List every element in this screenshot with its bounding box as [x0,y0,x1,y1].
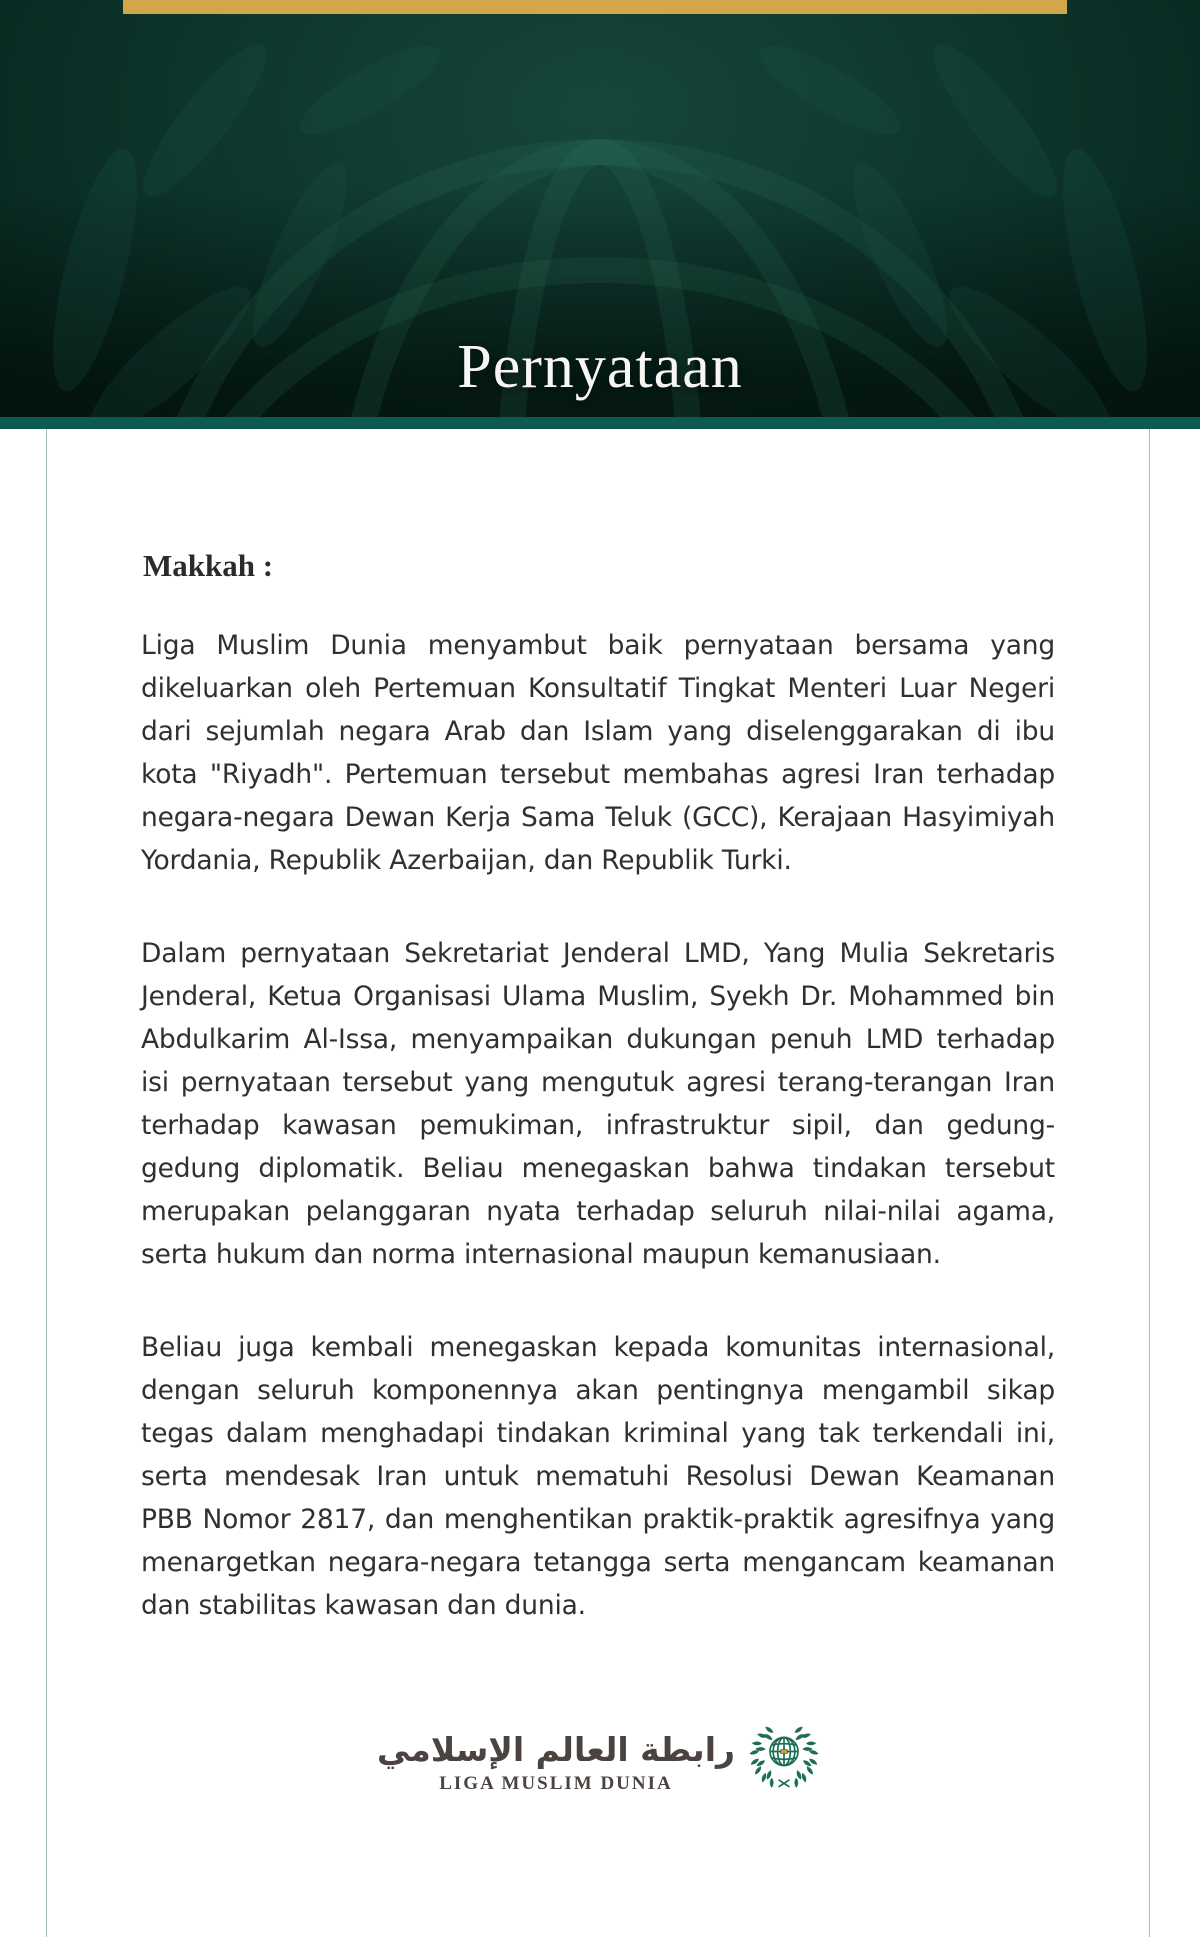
footer-logo [141,1722,1055,1802]
gold-accent-bar [123,0,1067,14]
statement-card [46,429,1150,1937]
wreath-globe-emblem-icon [749,1722,819,1802]
org-name-label: LIGA MUSLIM DUNIA [439,1773,673,1795]
page-title: Pernyataan [457,332,743,401]
teal-divider-band [0,417,1200,429]
kaaba-gold-mark [781,1750,788,1754]
statement-paragraph: Beliau juga kembali menegaskan kepada komunitas internasional, dengan seluruh komponennya akan pentingnya mengambil sikap tegas dalam menghadapi tindakan kriminal yang tak terkendali ini, serta mendesak Iran untuk mematuhi Resolusi Dewan Keamanan PBB Nomor 2817, dan menghentikan praktik-praktik agresifnya yang menargetkan negara-negara tetangga serta mengancam keamanan dan stabilitas kawasan dan dunia. [141,1332,1055,1621]
statement-heading: Makkah : [143,548,274,583]
header-banner [0,0,1200,417]
statement-paragraph: Dalam pernyataan Sekretariat Jenderal LMD, Yang Mulia Sekretaris Jenderal, Ketua Organisasi Ulama Muslim, Syekh Dr. Mohammed bin Abdulkarim Al-Issa, menyampaikan dukungan penuh LMD terhadap isi pernyataan tersebut yang mengutuk agresi terang-terangan Iran terhadap kawasan pemukiman, infrastruktur sipil, dan gedung-gedung diplomatik. Beliau menegaskan bahwa tindakan tersebut merupakan pelanggaran nyata terhadap seluruh nilai-nilai agama, serta hukum dan norma internasional maupun kemanusiaan. [141,938,1055,1270]
arabic-logotype: رابطة العالم الإسلامي [376,1729,736,1769]
logo-text-column [377,1729,735,1796]
statement-paragraph: Liga Muslim Dunia menyambut baik pernyataan bersama yang dikeluarkan oleh Pertemuan Konsultatif Tingkat Menteri Luar Negeri dari sejumlah negara Arab dan Islam yang diselenggarakan di ibu kota "Riyadh". Pertemuan tersebut membahas agresi Iran terhadap negara-negara Dewan Kerja Sama Teluk (GCC), Kerajaan Hasyimiyah Yordania, Republik Azerbaijan, dan Republik Turki. [141,630,1055,876]
